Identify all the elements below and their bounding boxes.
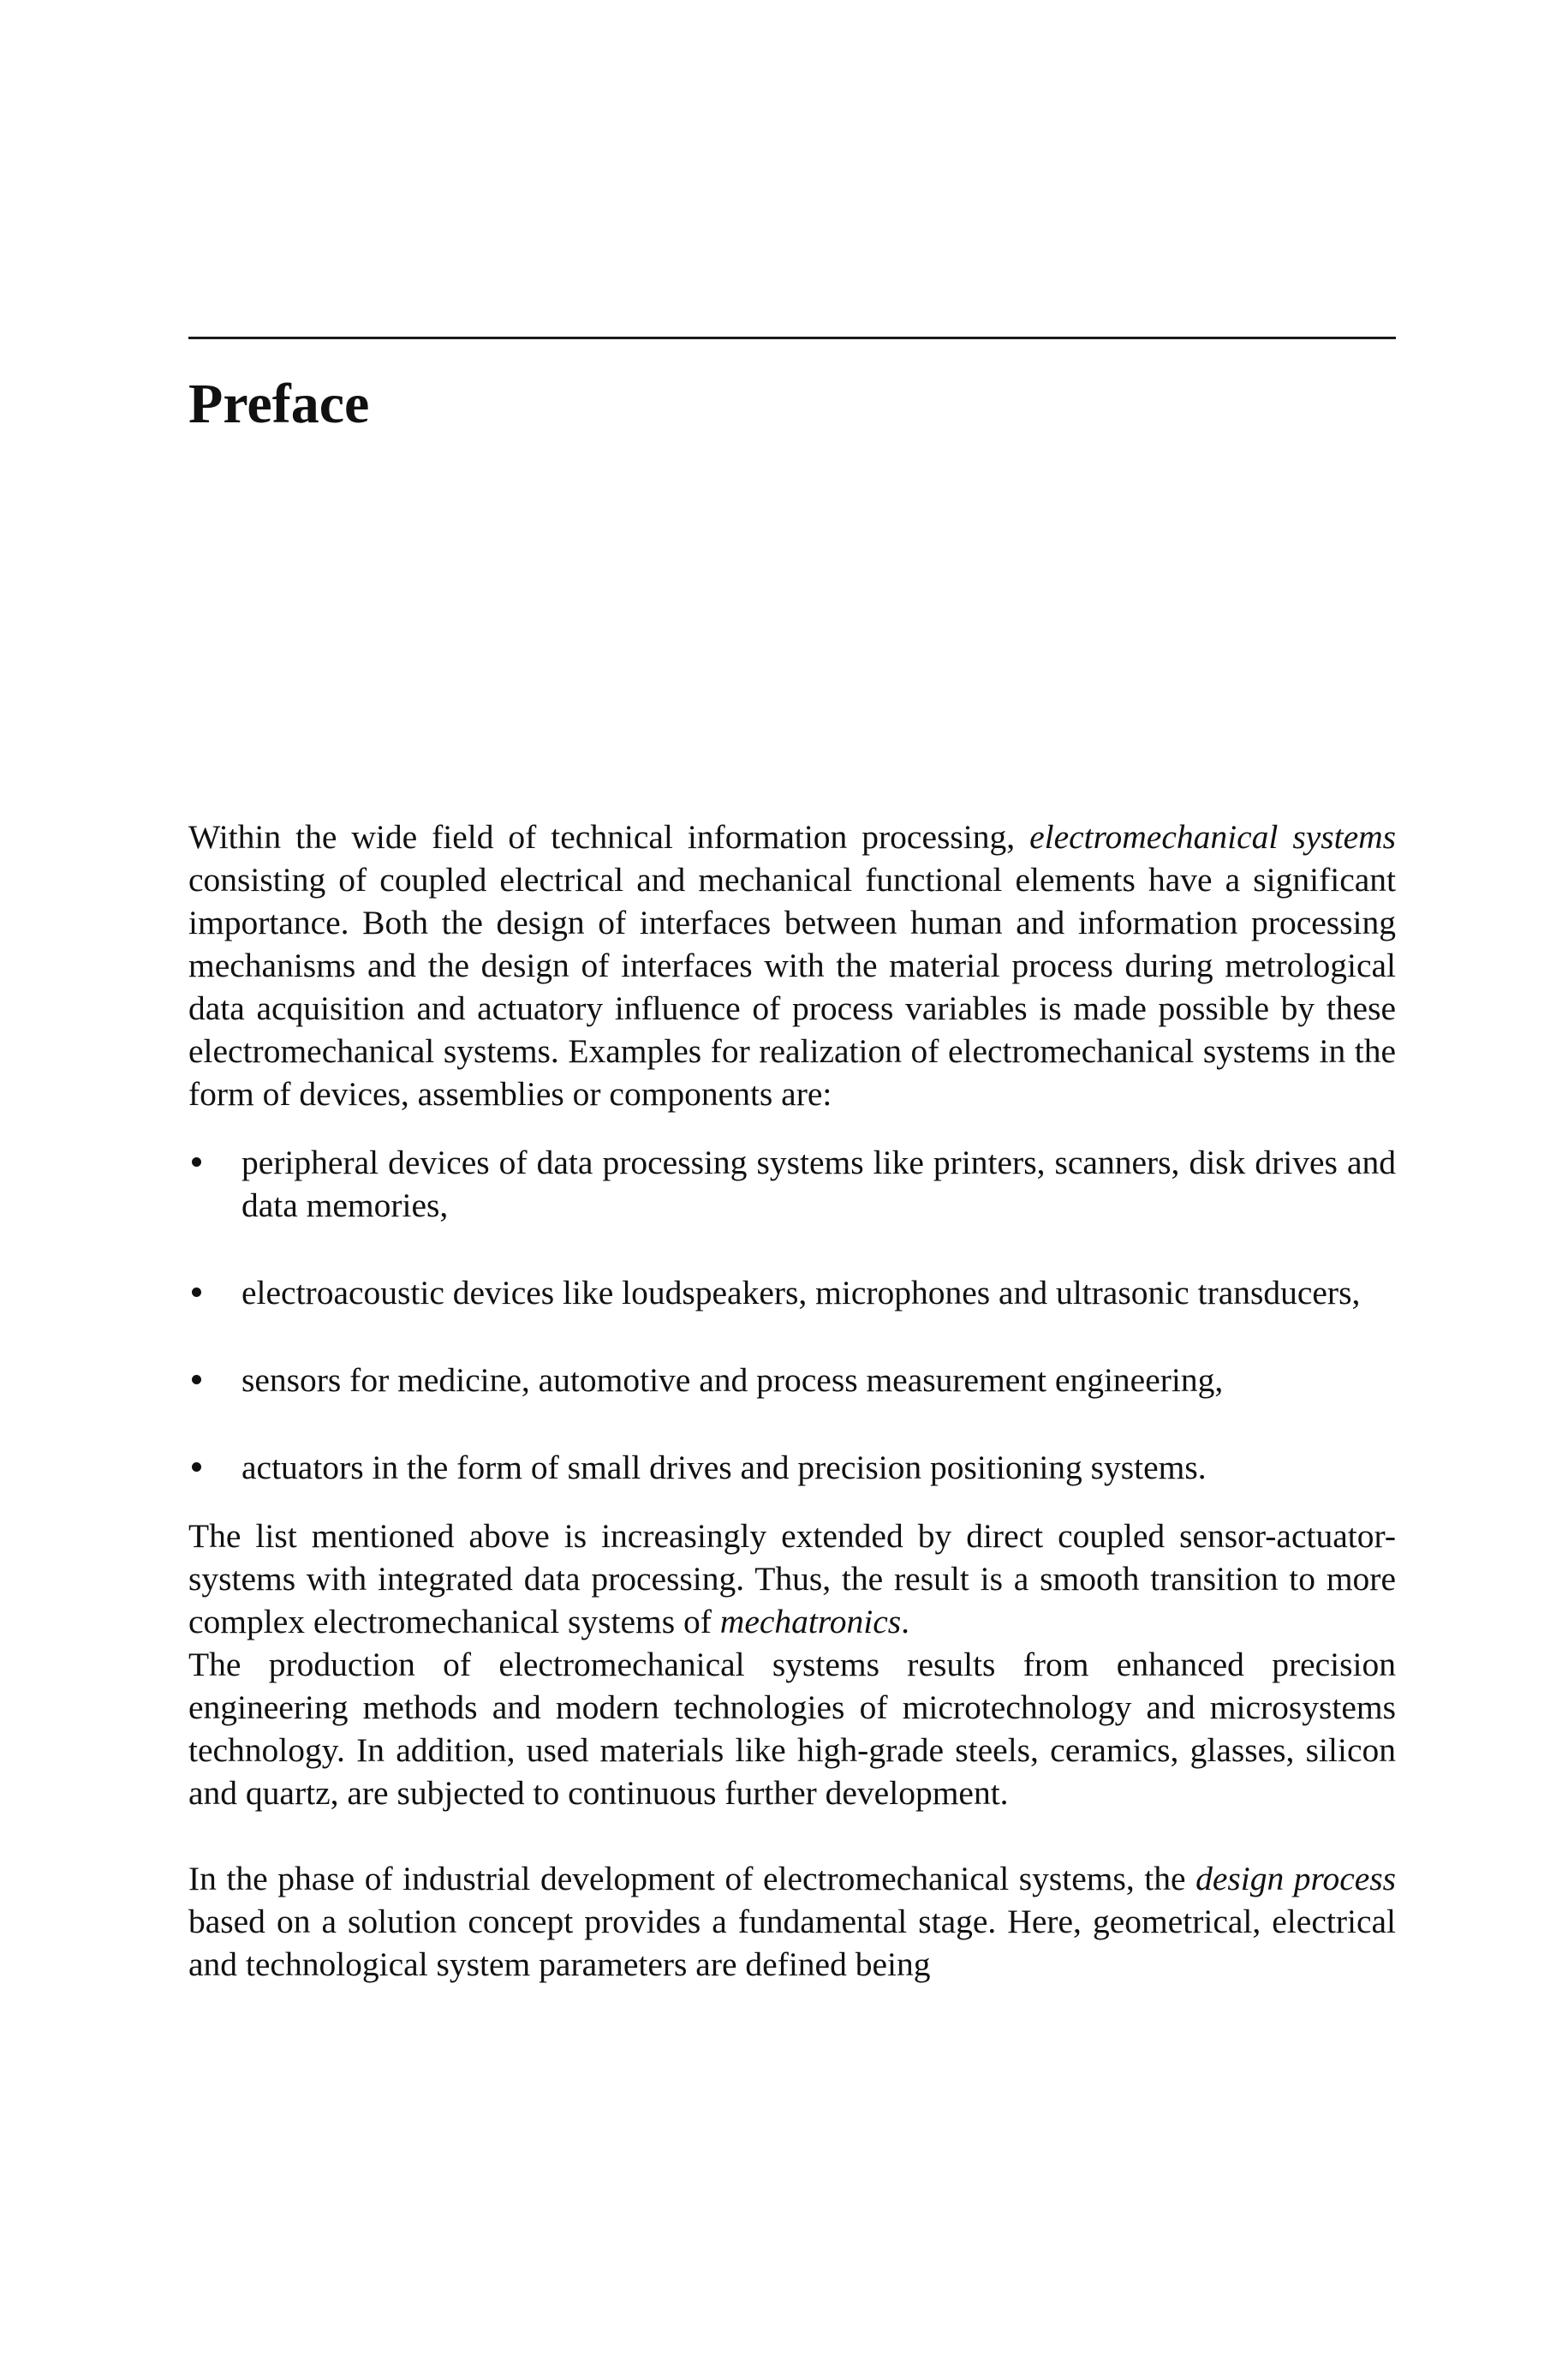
bullet-icon bbox=[192, 1462, 201, 1472]
page bbox=[188, 0, 1396, 2378]
list-item-text: sensors for medicine, automotive and process measurement engineering, bbox=[241, 1361, 1224, 1399]
examples-list bbox=[188, 1141, 1396, 1489]
chapter-title: Preface bbox=[188, 373, 370, 435]
design-text-before: In the phase of industrial development of electromechanical systems, the bbox=[188, 1860, 1196, 1897]
bullet-icon bbox=[192, 1288, 201, 1297]
list-extension-text-before: The list mentioned above is increasingly extended by direct coupled sensor-actuator-systems with integrated data processing. Thus, the result is a smooth transition to more complex electromechanical systems of bbox=[188, 1517, 1396, 1640]
production-paragraph: The production of electromechanical systems results from enhanced precision engineering methods and modern technologies of microtechnology and microsystems technology. In addition, used materials like high-grade steels, ceramics, glasses, silicon and quartz, are subjected to continuous further development. bbox=[188, 1646, 1396, 1812]
design-emphasis: design process bbox=[1195, 1860, 1396, 1897]
bullet-icon bbox=[192, 1375, 201, 1384]
list-extension-text-after: . bbox=[901, 1603, 910, 1640]
list-item bbox=[188, 1446, 1396, 1489]
list-item bbox=[188, 1271, 1396, 1314]
intro-emphasis: electromechanical systems bbox=[1029, 818, 1396, 856]
design-text-after: based on a solution concept provides a fundamental stage. Here, geometrical, electrical and technological system parameters are defined being bbox=[188, 1903, 1396, 1983]
intro-paragraph bbox=[188, 816, 1396, 1115]
list-extension-emphasis: mechatronics bbox=[719, 1603, 902, 1640]
list-item-text: actuators in the form of small drives and precision positioning systems. bbox=[241, 1449, 1207, 1486]
list-item-text: peripheral devices of data processing systems like printers, scanners, disk drives and data memories, bbox=[241, 1144, 1396, 1224]
preface-body bbox=[188, 816, 1396, 1986]
paragraph-gap bbox=[188, 1814, 1396, 1857]
list-item bbox=[188, 1359, 1396, 1401]
list-extension-paragraph bbox=[188, 1515, 1396, 1643]
bullet-icon bbox=[192, 1157, 201, 1167]
intro-text-after: consisting of coupled electrical and mechanical functional elements have a significant importance. Both the design of interfaces between human and information processing mechanisms and the design of interfaces with the material process during metrological data acquisition and actuatory influence of process variables is made possible by these electromechanical systems. Examples for realization of electromechanical systems in the form of devices, assemblies or components are: bbox=[188, 861, 1396, 1113]
design-paragraph bbox=[188, 1857, 1396, 1986]
chapter-rule bbox=[188, 337, 1396, 339]
list-item bbox=[188, 1141, 1396, 1227]
list-item-text: electroacoustic devices like loudspeakers, microphones and ultrasonic transducers, bbox=[241, 1274, 1361, 1311]
intro-text-before: Within the wide field of technical information processing, bbox=[188, 818, 1030, 856]
